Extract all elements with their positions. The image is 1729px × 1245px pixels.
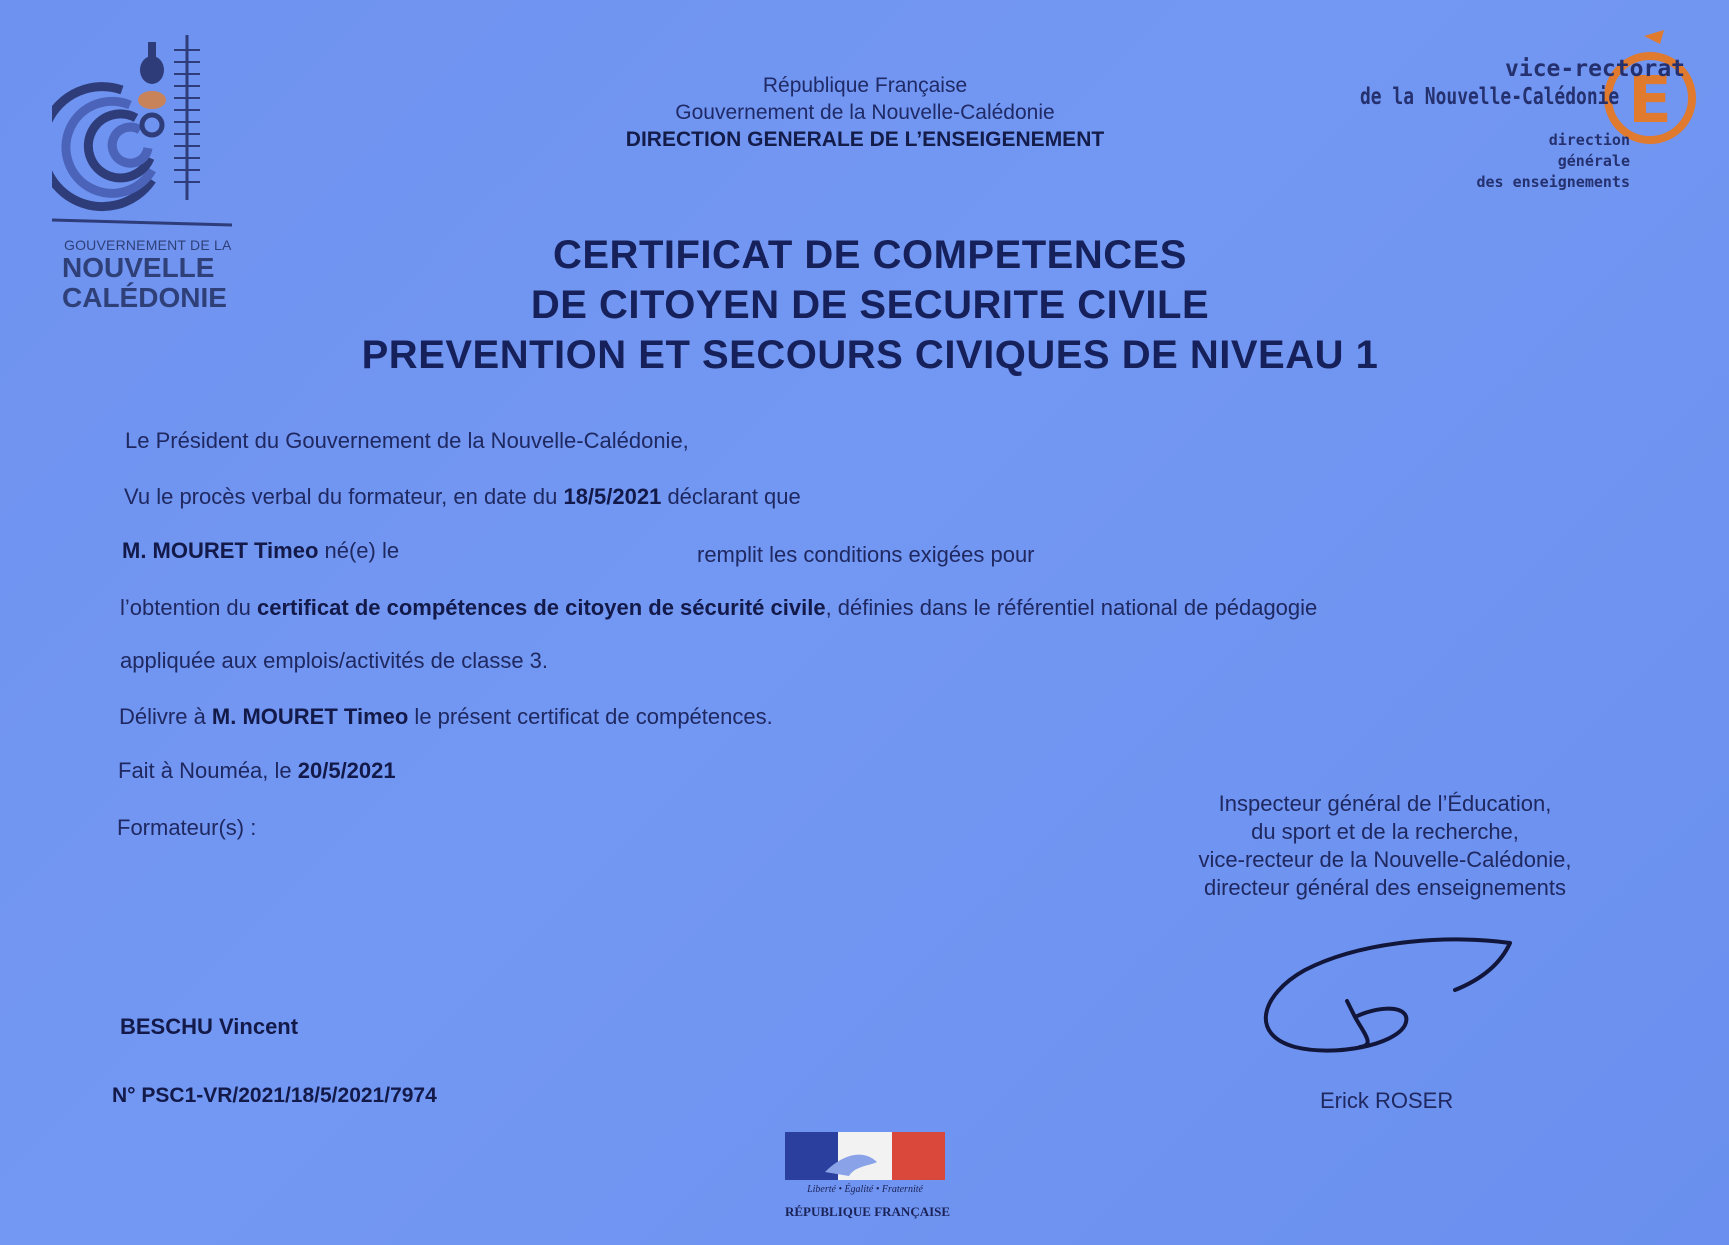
gouvernement-nc-logo (52, 30, 252, 320)
logo-text-direction-generale (1476, 130, 1630, 193)
logo-text-gouvernement: GOUVERNEMENT DE LA (64, 237, 232, 253)
signatory-line-3: vice-recteur de la Nouvelle-Calédonie, (1198, 847, 1572, 872)
signatory-title (1160, 790, 1610, 902)
logo-text-direction: direction (1548, 131, 1630, 149)
title-line-3: PREVENTION ET SECOURS CIVIQUES DE NIVEAU 1 (361, 333, 1379, 377)
logo-text-vice-rectorat: vice-rectorat (1505, 56, 1686, 82)
body-proces-verbal (124, 484, 801, 510)
body-delivre-post: le présent certificat de compétences. (408, 704, 773, 729)
logo-text-nouvelle-caledonie: de la Nouvelle-Calédonie (1360, 84, 1620, 110)
document-header (560, 72, 1170, 153)
body-classe: appliquée aux emplois/activités de classe 3. (120, 648, 549, 673)
title-line-2: DE CITOYEN DE SECURITE CIVILE (530, 283, 1210, 327)
body-fait-a-pre: Fait à Nouméa, le (118, 758, 298, 783)
header-direction: DIRECTION GENERALE DE L’ENSEIGENEMENT (625, 128, 1105, 151)
logo-text-enseignements: des enseignements (1476, 173, 1630, 191)
body-fait-a (118, 758, 396, 784)
vice-rectorat-logo (1360, 20, 1710, 200)
svg-text:E: E (1628, 64, 1672, 138)
header-republique: République Française (762, 74, 968, 97)
body-proces-verbal-post: déclarant que (661, 484, 801, 509)
certificate-number: N° PSC1-VR/2021/18/5/2021/7974 (112, 1084, 437, 1107)
recipient-name: M. MOURET Timeo (211, 704, 409, 729)
certificate-name: certificat de compétences de citoyen de sécurité civile (257, 595, 826, 620)
body-born: né(e) le (318, 538, 400, 563)
body-delivre-pre: Délivre à (119, 704, 212, 729)
header-gouvernement: Gouvernement de la Nouvelle-Calédonie (675, 101, 1055, 124)
logo-text-caledonie: CALÉDONIE (62, 282, 227, 313)
marianne-motto: Liberté • Égalité • Fraternité (807, 1184, 923, 1195)
marianne-logo (785, 1132, 951, 1222)
signatory-line-1: Inspecteur général de l’Éducation, (1218, 791, 1552, 816)
signatory-line-4: directeur général des enseignements (1203, 875, 1566, 900)
logo-text-generale: générale (1557, 152, 1630, 170)
title-line-1: CERTIFICAT DE COMPETENCES (552, 233, 1187, 277)
body-obtention-post: , définies dans le référentiel national de pédagogie (825, 595, 1318, 620)
signatory-line-2: du sport et de la recherche, (1251, 819, 1519, 844)
exam-date: 18/5/2021 (563, 484, 662, 509)
nautilus-pine-emblem-icon (52, 30, 242, 235)
trainer-name: BESCHU Vincent (120, 1014, 299, 1039)
signatory-name: Erick ROSER (1320, 1088, 1454, 1113)
body-proces-verbal-pre: Vu le procès verbal du formateur, en date du (124, 484, 564, 509)
body-formateurs-label: Formateur(s) : (117, 815, 257, 840)
body-candidate (122, 538, 399, 564)
body-obtention (120, 595, 1317, 621)
certificate-title (250, 230, 1490, 380)
body-president: Le Président du Gouvernement de la Nouvelle-Calédonie, (125, 428, 689, 453)
body-delivre (119, 704, 773, 730)
tricolor-flag-icon (785, 1132, 945, 1182)
issue-date: 20/5/2021 (297, 758, 396, 783)
handwritten-signature (1255, 935, 1525, 1065)
logo-text-nouvelle: NOUVELLE (62, 252, 215, 283)
body-obtention-pre: l’obtention du (120, 595, 257, 620)
candidate-name: M. MOURET Timeo (122, 538, 319, 563)
body-conditions: remplit les conditions exigées pour (697, 542, 1035, 567)
marianne-republique: RÉPUBLIQUE FRANÇAISE (785, 1204, 951, 1219)
